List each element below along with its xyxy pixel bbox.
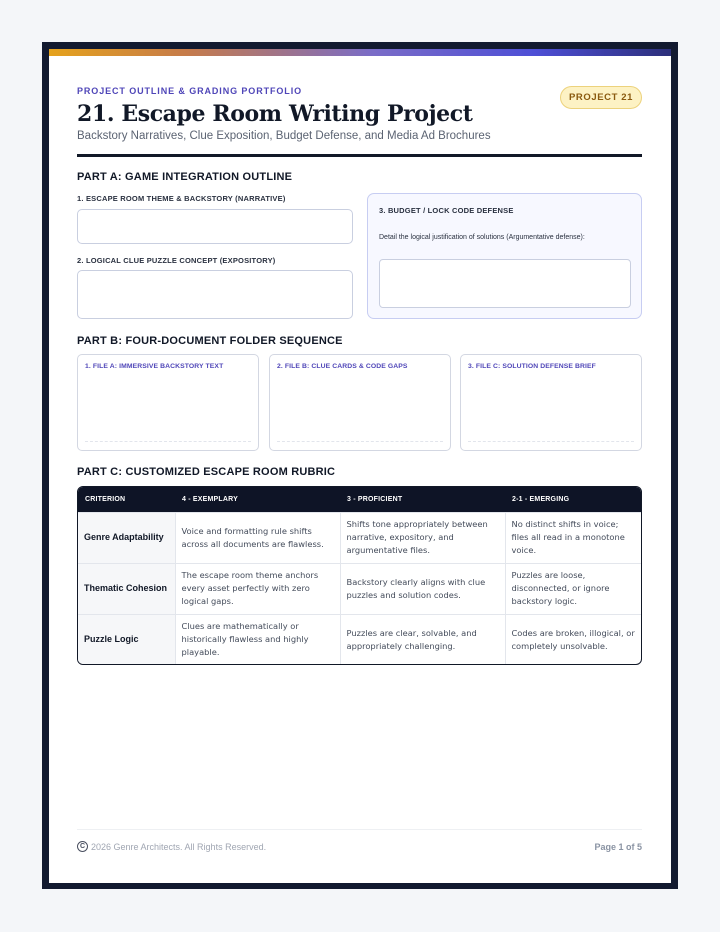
rubric-header-row	[78, 487, 641, 512]
column-header: 3 - PROFICIENT	[340, 487, 505, 512]
table-row	[78, 563, 641, 614]
gradient-accent-bar	[49, 49, 671, 56]
file-card[interactable]	[460, 354, 642, 451]
emerging-cell: Puzzles are loose, disconnected, or ignore backstory logic.	[505, 563, 641, 614]
rubric-table	[77, 486, 642, 665]
title-divider	[77, 154, 642, 157]
theme-backstory-label: 1. ESCAPE ROOM THEME & BACKSTORY (NARRATIVE)	[77, 194, 286, 203]
criterion-cell: Puzzle Logic	[78, 614, 175, 665]
file-card-line	[85, 441, 251, 442]
criterion-cell: Genre Adaptability	[78, 512, 175, 563]
copyright-icon: C	[77, 841, 88, 852]
table-row	[78, 512, 641, 563]
file-card-line	[277, 441, 443, 442]
column-header: 4 - EXEMPLARY	[175, 487, 340, 512]
theme-backstory-field[interactable]	[77, 209, 353, 244]
copyright-text: 2026 Genre Architects. All Rights Reserved.	[91, 841, 267, 852]
proficient-cell: Backstory clearly aligns with clue puzzles and solution codes.	[340, 563, 505, 614]
page-subtitle: Backstory Narratives, Clue Exposition, Budget Defense, and Media Ad Brochures	[77, 130, 491, 142]
defense-title: 3. BUDGET / LOCK CODE DEFENSE	[379, 206, 514, 215]
clue-concept-field[interactable]	[77, 270, 353, 319]
worksheet-page	[49, 49, 671, 883]
defense-prompt: Detail the logical justification of solutions (Argumentative defense):	[379, 234, 585, 241]
part-b-heading: PART B: FOUR-DOCUMENT FOLDER SEQUENCE	[77, 335, 343, 347]
footer-divider	[77, 829, 642, 830]
column-header: CRITERION	[78, 487, 175, 512]
column-header: 2-1 - EMERGING	[505, 487, 641, 512]
emerging-cell: No distinct shifts in voice; files all read in a monotone voice.	[505, 512, 641, 563]
defense-field[interactable]	[379, 259, 631, 308]
page-title: 21. Escape Room Writing Project	[77, 101, 473, 127]
exemplary-cell: Voice and formatting rule shifts across all documents are flawless.	[175, 512, 340, 563]
emerging-cell: Codes are broken, illogical, or completely unsolvable.	[505, 614, 641, 665]
proficient-cell: Shifts tone appropriately between narrative, expository, and argumentative files.	[340, 512, 505, 563]
project-badge: PROJECT 21	[560, 86, 642, 109]
file-card-title: 1. FILE A: IMMERSIVE BACKSTORY TEXT	[85, 363, 224, 370]
exemplary-cell: The escape room theme anchors every asset perfectly with zero logical gaps.	[175, 563, 340, 614]
file-card-line	[468, 441, 634, 442]
defense-panel	[367, 193, 642, 319]
footer-copyright	[77, 841, 266, 852]
part-a-heading: PART A: GAME INTEGRATION OUTLINE	[77, 171, 293, 183]
file-card[interactable]	[269, 354, 451, 451]
file-card[interactable]	[77, 354, 259, 451]
clue-concept-label: 2. LOGICAL CLUE PUZZLE CONCEPT (EXPOSITORY)	[77, 256, 276, 265]
portfolio-kicker: PROJECT OUTLINE & GRADING PORTFOLIO	[77, 86, 303, 96]
proficient-cell: Puzzles are clear, solvable, and appropriately challenging.	[340, 614, 505, 665]
criterion-cell: Thematic Cohesion	[78, 563, 175, 614]
file-card-title: 3. FILE C: SOLUTION DEFENSE BRIEF	[468, 363, 596, 370]
file-card-title: 2. FILE B: CLUE CARDS & CODE GAPS	[277, 363, 408, 370]
exemplary-cell: Clues are mathematically or historically flawless and highly playable.	[175, 614, 340, 665]
page-number: Page 1 of 5	[594, 842, 642, 852]
table-row	[78, 614, 641, 665]
part-c-heading: PART C: CUSTOMIZED ESCAPE ROOM RUBRIC	[77, 466, 336, 478]
